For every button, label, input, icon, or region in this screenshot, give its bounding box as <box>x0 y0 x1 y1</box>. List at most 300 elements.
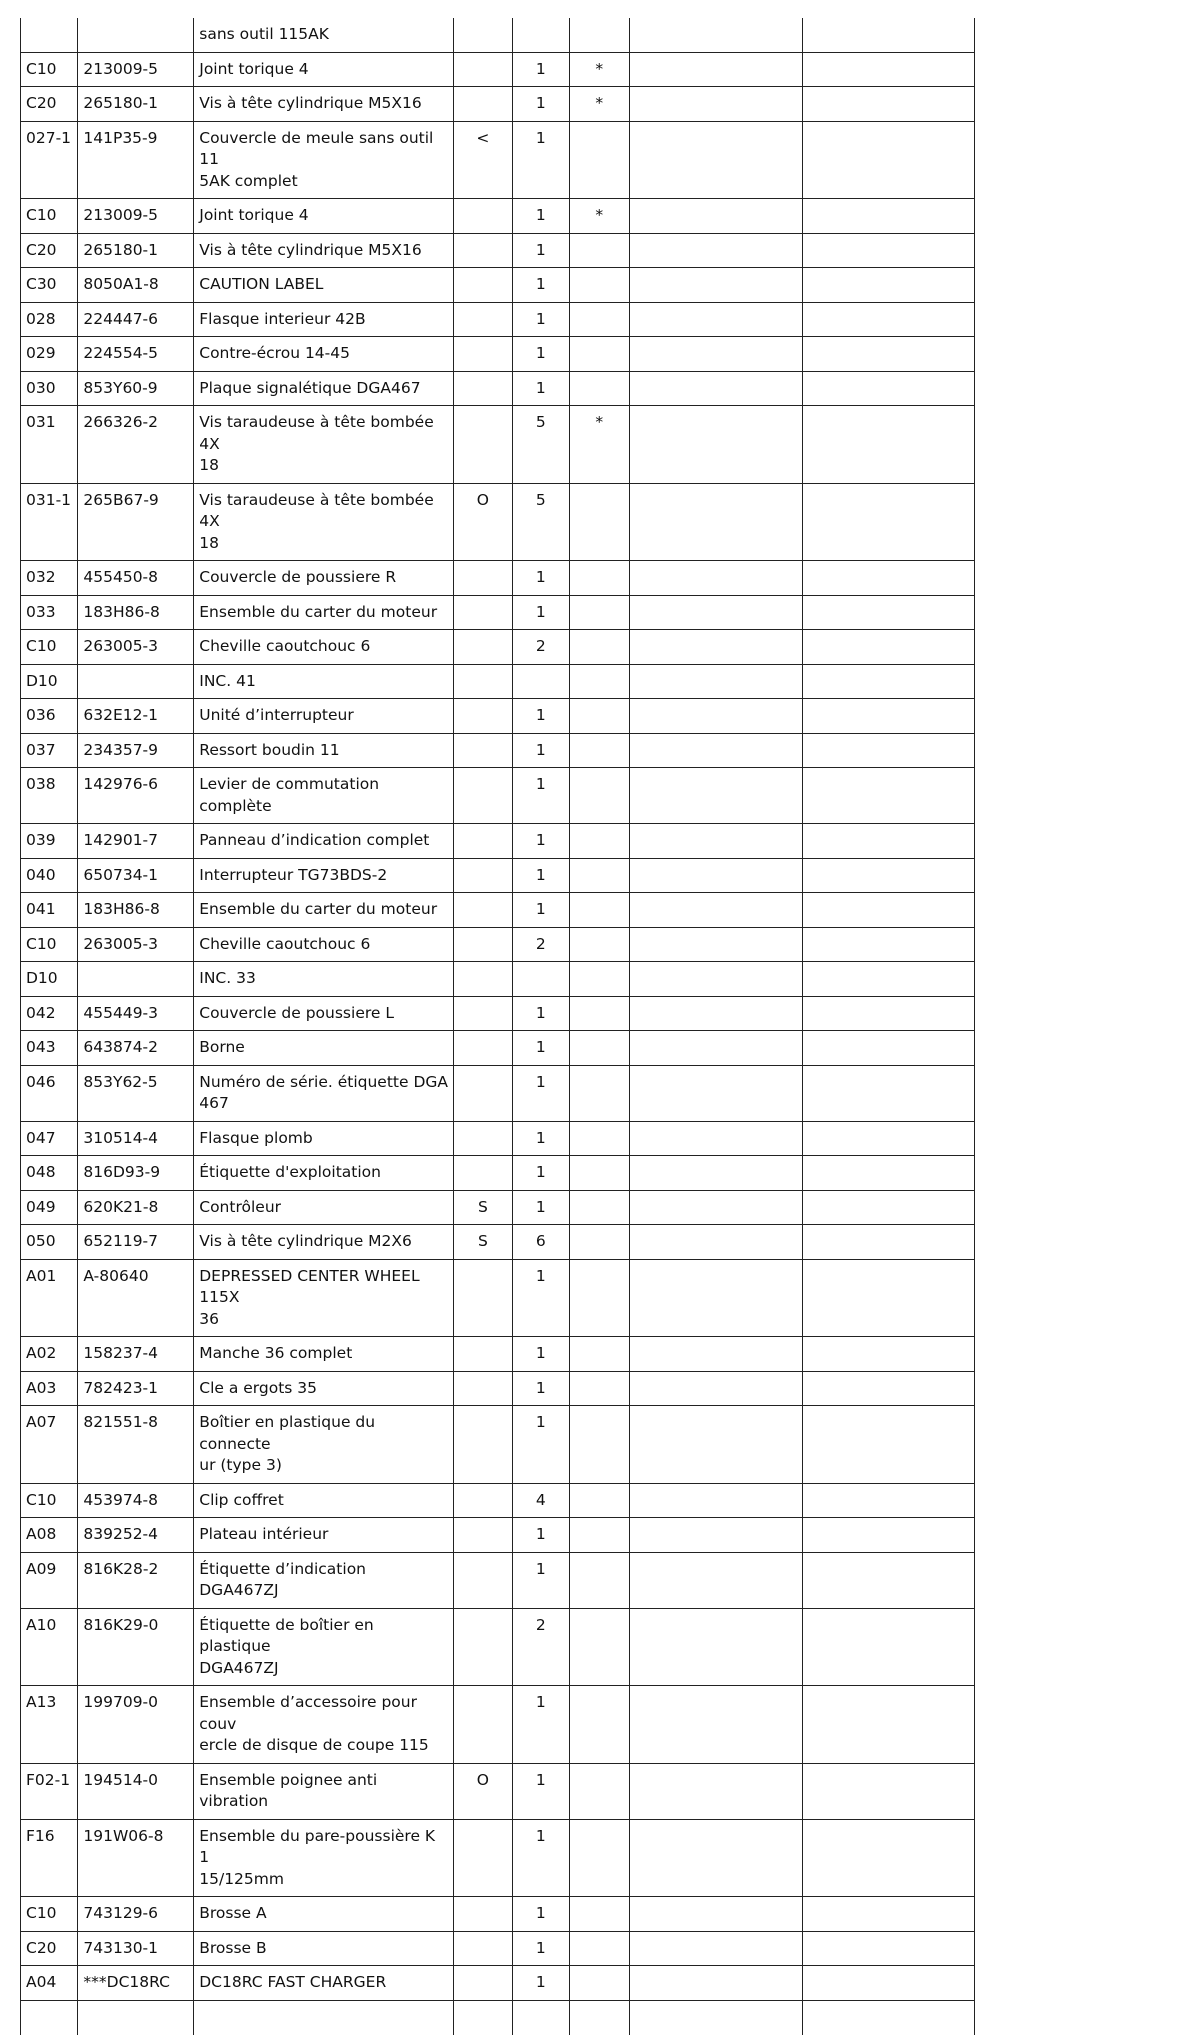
blank-cell <box>629 1931 802 1966</box>
description-cell: Brosse B <box>194 1931 454 1966</box>
quantity-cell: 1 <box>512 1156 569 1191</box>
blank-cell <box>629 1608 802 1686</box>
table-row <box>21 630 975 665</box>
mark-cell: O <box>454 483 512 561</box>
blank-cell <box>802 337 974 372</box>
part-number-cell: 839252-4 <box>78 1518 194 1553</box>
blank-cell <box>802 561 974 596</box>
blank-cell <box>802 1121 974 1156</box>
part-number-cell: 310514-4 <box>78 1121 194 1156</box>
part-number-cell: 816K28-2 <box>78 1552 194 1608</box>
blank-cell <box>802 996 974 1031</box>
note-cell: * <box>569 52 629 87</box>
blank-cell <box>802 1190 974 1225</box>
quantity-cell: 1 <box>512 337 569 372</box>
description-cell: Contrôleur <box>194 1190 454 1225</box>
blank-cell <box>629 2000 802 2035</box>
blank-cell <box>629 561 802 596</box>
ref-number-cell: 031 <box>21 406 78 484</box>
blank-cell <box>629 483 802 561</box>
ref-number-cell: F16 <box>21 1819 78 1897</box>
quantity-cell: 1 <box>512 561 569 596</box>
mark-cell <box>454 1156 512 1191</box>
part-number-cell: 213009-5 <box>78 199 194 234</box>
blank-cell <box>629 1031 802 1066</box>
description-cell: Ensemble du carter du moteur <box>194 893 454 928</box>
table-row <box>21 1031 975 1066</box>
description-cell: Unité d’interrupteur <box>194 699 454 734</box>
table-row <box>21 1371 975 1406</box>
quantity-cell: 1 <box>512 699 569 734</box>
blank-cell <box>802 1897 974 1932</box>
description-cell: Levier de commutation complète <box>194 768 454 824</box>
quantity-cell <box>512 664 569 699</box>
blank-cell <box>512 2000 569 2035</box>
part-number-cell <box>78 664 194 699</box>
note-cell <box>569 1608 629 1686</box>
blank-cell <box>629 1190 802 1225</box>
blank-cell <box>802 1483 974 1518</box>
part-number-cell: 199709-0 <box>78 1686 194 1764</box>
description-cell: Vis taraudeuse à tête bombée 4X 18 <box>194 483 454 561</box>
blank-cell <box>802 406 974 484</box>
part-number-cell: 142976-6 <box>78 768 194 824</box>
table-row <box>21 893 975 928</box>
quantity-cell: 1 <box>512 1931 569 1966</box>
ref-number-cell: A10 <box>21 1608 78 1686</box>
note-cell <box>569 1156 629 1191</box>
ref-number-cell: 033 <box>21 595 78 630</box>
ref-number-cell: 043 <box>21 1031 78 1066</box>
mark-cell <box>454 962 512 997</box>
note-cell <box>569 1371 629 1406</box>
note-cell <box>569 1897 629 1932</box>
part-number-cell <box>78 962 194 997</box>
blank-cell <box>802 1966 974 2001</box>
ref-number-cell: C10 <box>21 630 78 665</box>
quantity-cell: 1 <box>512 1819 569 1897</box>
note-cell <box>569 595 629 630</box>
blank-cell <box>454 2000 512 2035</box>
ref-number-cell: 048 <box>21 1156 78 1191</box>
part-number-cell: 453974-8 <box>78 1483 194 1518</box>
note-cell: * <box>569 199 629 234</box>
description-cell: Plateau intérieur <box>194 1518 454 1553</box>
note-cell <box>569 1763 629 1819</box>
note-cell <box>569 1686 629 1764</box>
quantity-cell: 1 <box>512 893 569 928</box>
table-row <box>21 1065 975 1121</box>
mark-cell <box>454 302 512 337</box>
quantity-cell: 1 <box>512 1897 569 1932</box>
table-row <box>21 371 975 406</box>
part-number-cell: 620K21-8 <box>78 1190 194 1225</box>
blank-cell <box>802 1763 974 1819</box>
mark-cell: S <box>454 1190 512 1225</box>
ref-number-cell: C10 <box>21 1483 78 1518</box>
part-number-cell: 266326-2 <box>78 406 194 484</box>
blank-cell <box>802 483 974 561</box>
table-row <box>21 1966 975 2001</box>
description-cell: CAUTION LABEL <box>194 268 454 303</box>
quantity-cell: 1 <box>512 302 569 337</box>
ref-number-cell: D10 <box>21 664 78 699</box>
table-row <box>21 121 975 199</box>
ref-number-cell: 050 <box>21 1225 78 1260</box>
blank-cell <box>802 1406 974 1484</box>
part-number-cell: 743129-6 <box>78 1897 194 1932</box>
part-number-cell: 183H86-8 <box>78 595 194 630</box>
description-cell: Couvercle de meule sans outil 11 5AK complet <box>194 121 454 199</box>
part-number-cell: 263005-3 <box>78 630 194 665</box>
note-cell <box>569 1225 629 1260</box>
ref-number-cell: 042 <box>21 996 78 1031</box>
part-number-cell: A-80640 <box>78 1259 194 1337</box>
part-number-cell: 853Y60-9 <box>78 371 194 406</box>
ref-number-cell: 031-1 <box>21 483 78 561</box>
part-number-cell: 643874-2 <box>78 1031 194 1066</box>
quantity-cell: 1 <box>512 1686 569 1764</box>
note-cell <box>569 962 629 997</box>
table-row <box>21 52 975 87</box>
table-row <box>21 1259 975 1337</box>
quantity-cell: 1 <box>512 733 569 768</box>
note-cell <box>569 1518 629 1553</box>
blank-cell <box>629 1259 802 1337</box>
blank-cell <box>629 337 802 372</box>
quantity-cell: 1 <box>512 595 569 630</box>
blank-cell <box>802 1686 974 1764</box>
blank-cell <box>629 199 802 234</box>
blank-cell <box>194 2000 454 2035</box>
quantity-cell: 2 <box>512 630 569 665</box>
description-cell: INC. 33 <box>194 962 454 997</box>
table-row <box>21 406 975 484</box>
part-number-cell: 234357-9 <box>78 733 194 768</box>
blank-cell <box>802 1518 974 1553</box>
table-row <box>21 996 975 1031</box>
mark-cell <box>454 1608 512 1686</box>
note-cell <box>569 1190 629 1225</box>
description-cell: Cheville caoutchouc 6 <box>194 927 454 962</box>
blank-cell <box>629 1371 802 1406</box>
note-cell <box>569 1483 629 1518</box>
quantity-cell: 4 <box>512 1483 569 1518</box>
blank-cell <box>629 1337 802 1372</box>
blank-cell <box>802 1225 974 1260</box>
table-row <box>21 1931 975 1966</box>
note-cell <box>569 1065 629 1121</box>
ref-number-cell: C20 <box>21 1931 78 1966</box>
blank-cell <box>629 1897 802 1932</box>
ref-number-cell: 037 <box>21 733 78 768</box>
table-row <box>21 1763 975 1819</box>
note-cell <box>569 664 629 699</box>
note-cell <box>569 1931 629 1966</box>
description-cell: Interrupteur TG73BDS-2 <box>194 858 454 893</box>
blank-cell <box>802 927 974 962</box>
part-number-cell: 213009-5 <box>78 52 194 87</box>
ref-number-cell: 032 <box>21 561 78 596</box>
ref-number-cell: 049 <box>21 1190 78 1225</box>
description-cell: Couvercle de poussiere L <box>194 996 454 1031</box>
quantity-cell: 1 <box>512 233 569 268</box>
blank-cell <box>629 1156 802 1191</box>
blank-cell <box>802 893 974 928</box>
blank-cell <box>629 1518 802 1553</box>
description-cell: Ensemble du pare-poussière K 1 15/125mm <box>194 1819 454 1897</box>
ref-number-cell: A03 <box>21 1371 78 1406</box>
note-cell <box>569 1552 629 1608</box>
blank-cell <box>629 768 802 824</box>
quantity-cell <box>512 18 569 52</box>
blank-cell <box>629 87 802 122</box>
mark-cell <box>454 1897 512 1932</box>
mark-cell <box>454 1931 512 1966</box>
ref-number-cell: 036 <box>21 699 78 734</box>
table-row <box>21 1190 975 1225</box>
table-row <box>21 1552 975 1608</box>
part-number-cell <box>78 18 194 52</box>
quantity-cell: 1 <box>512 1552 569 1608</box>
blank-cell <box>78 2000 194 2035</box>
ref-number-cell: 030 <box>21 371 78 406</box>
ref-number-cell: 038 <box>21 768 78 824</box>
blank-cell <box>629 1819 802 1897</box>
mark-cell <box>454 733 512 768</box>
blank-cell <box>802 18 974 52</box>
ref-number-cell: A02 <box>21 1337 78 1372</box>
ref-number-cell: D10 <box>21 962 78 997</box>
blank-cell <box>629 927 802 962</box>
mark-cell: S <box>454 1225 512 1260</box>
part-number-cell: 263005-3 <box>78 927 194 962</box>
note-cell: * <box>569 87 629 122</box>
table-row <box>21 1483 975 1518</box>
parts-list-table <box>20 18 975 2035</box>
blank-cell <box>802 858 974 893</box>
table-row <box>21 87 975 122</box>
table-row <box>21 664 975 699</box>
ref-number-cell: C30 <box>21 268 78 303</box>
note-cell <box>569 858 629 893</box>
table-row <box>21 733 975 768</box>
part-number-cell: 224554-5 <box>78 337 194 372</box>
blank-cell <box>802 268 974 303</box>
blank-cell <box>802 233 974 268</box>
note-cell <box>569 1121 629 1156</box>
quantity-cell: 6 <box>512 1225 569 1260</box>
blank-cell <box>629 52 802 87</box>
mark-cell <box>454 630 512 665</box>
description-cell: Étiquette d'exploitation <box>194 1156 454 1191</box>
note-cell <box>569 302 629 337</box>
part-number-cell: 816D93-9 <box>78 1156 194 1191</box>
blank-cell <box>802 733 974 768</box>
ref-number-cell: 041 <box>21 893 78 928</box>
mark-cell <box>454 1552 512 1608</box>
description-cell: Ensemble poignee anti vibration <box>194 1763 454 1819</box>
table-row <box>21 699 975 734</box>
mark-cell <box>454 1686 512 1764</box>
table-row <box>21 1608 975 1686</box>
table-row <box>21 483 975 561</box>
mark-cell <box>454 595 512 630</box>
description-cell: Vis à tête cylindrique M5X16 <box>194 87 454 122</box>
ref-number-cell: 046 <box>21 1065 78 1121</box>
description-cell: INC. 41 <box>194 664 454 699</box>
quantity-cell: 1 <box>512 1966 569 2001</box>
blank-cell <box>802 824 974 859</box>
description-cell: Étiquette de boîtier en plastique DGA467ZJ <box>194 1608 454 1686</box>
mark-cell <box>454 561 512 596</box>
quantity-cell: 1 <box>512 858 569 893</box>
mark-cell <box>454 1483 512 1518</box>
part-number-cell: 816K29-0 <box>78 1608 194 1686</box>
note-cell <box>569 233 629 268</box>
blank-cell <box>802 52 974 87</box>
blank-cell <box>802 1931 974 1966</box>
description-cell: Cheville caoutchouc 6 <box>194 630 454 665</box>
ref-number-cell: C20 <box>21 87 78 122</box>
mark-cell <box>454 927 512 962</box>
blank-cell <box>629 302 802 337</box>
description-cell: Contre-écrou 14-45 <box>194 337 454 372</box>
blank-cell <box>629 121 802 199</box>
description-cell: Plaque signalétique DGA467 <box>194 371 454 406</box>
ref-number-cell: C10 <box>21 52 78 87</box>
table-row <box>21 1518 975 1553</box>
table-row <box>21 18 975 52</box>
table-row <box>21 268 975 303</box>
description-cell: sans outil 115AK <box>194 18 454 52</box>
table-row <box>21 199 975 234</box>
blank-cell <box>802 1337 974 1372</box>
mark-cell <box>454 87 512 122</box>
blank-cell <box>802 199 974 234</box>
mark-cell: O <box>454 1763 512 1819</box>
blank-cell <box>802 1552 974 1608</box>
part-number-cell: 632E12-1 <box>78 699 194 734</box>
note-cell <box>569 1819 629 1897</box>
blank-cell <box>629 1225 802 1260</box>
mark-cell <box>454 1406 512 1484</box>
description-cell: Borne <box>194 1031 454 1066</box>
table-row <box>21 1686 975 1764</box>
quantity-cell: 5 <box>512 483 569 561</box>
note-cell <box>569 371 629 406</box>
quantity-cell: 1 <box>512 1190 569 1225</box>
note-cell <box>569 824 629 859</box>
ref-number-cell: A07 <box>21 1406 78 1484</box>
quantity-cell: 1 <box>512 371 569 406</box>
blank-cell <box>802 699 974 734</box>
mark-cell <box>454 233 512 268</box>
mark-cell <box>454 1819 512 1897</box>
mark-cell <box>454 699 512 734</box>
description-cell: Étiquette d’indication DGA467ZJ <box>194 1552 454 1608</box>
mark-cell <box>454 824 512 859</box>
note-cell <box>569 483 629 561</box>
ref-number-cell: C10 <box>21 199 78 234</box>
note-cell: * <box>569 406 629 484</box>
quantity-cell: 5 <box>512 406 569 484</box>
mark-cell <box>454 337 512 372</box>
blank-cell <box>802 768 974 824</box>
quantity-cell: 2 <box>512 1608 569 1686</box>
description-cell: Numéro de série. étiquette DGA 467 <box>194 1065 454 1121</box>
description-cell: Vis taraudeuse à tête bombée 4X 18 <box>194 406 454 484</box>
blank-cell <box>802 1259 974 1337</box>
blank-cell <box>629 406 802 484</box>
mark-cell: < <box>454 121 512 199</box>
table-row <box>21 233 975 268</box>
blank-cell <box>629 1065 802 1121</box>
table-row <box>21 1337 975 1372</box>
part-number-cell: 158237-4 <box>78 1337 194 1372</box>
part-number-cell: 8050A1-8 <box>78 268 194 303</box>
table-row <box>21 561 975 596</box>
blank-cell <box>802 1031 974 1066</box>
blank-cell <box>802 121 974 199</box>
note-cell <box>569 18 629 52</box>
description-cell: Manche 36 complet <box>194 1337 454 1372</box>
quantity-cell: 1 <box>512 199 569 234</box>
blank-cell <box>629 733 802 768</box>
quantity-cell: 1 <box>512 268 569 303</box>
part-number-cell: 141P35-9 <box>78 121 194 199</box>
table-row <box>21 1225 975 1260</box>
table-row <box>21 858 975 893</box>
note-cell <box>569 768 629 824</box>
blank-cell <box>629 1121 802 1156</box>
note-cell <box>569 927 629 962</box>
blank-cell <box>802 1608 974 1686</box>
note-cell <box>569 337 629 372</box>
blank-cell <box>802 371 974 406</box>
table-row-partial <box>21 2000 975 2035</box>
blank-cell <box>802 2000 974 2035</box>
blank-cell <box>802 87 974 122</box>
part-number-cell: 782423-1 <box>78 1371 194 1406</box>
quantity-cell: 1 <box>512 87 569 122</box>
quantity-cell: 1 <box>512 768 569 824</box>
blank-cell <box>802 962 974 997</box>
note-cell <box>569 561 629 596</box>
quantity-cell: 1 <box>512 1518 569 1553</box>
blank-cell <box>629 1763 802 1819</box>
description-cell: Brosse A <box>194 1897 454 1932</box>
quantity-cell: 1 <box>512 996 569 1031</box>
part-number-cell: 853Y62-5 <box>78 1065 194 1121</box>
mark-cell <box>454 1966 512 2001</box>
table-row <box>21 927 975 962</box>
blank-cell <box>629 858 802 893</box>
table-row <box>21 962 975 997</box>
note-cell <box>569 1337 629 1372</box>
blank-cell <box>802 1065 974 1121</box>
mark-cell <box>454 858 512 893</box>
note-cell <box>569 1031 629 1066</box>
part-number-cell: 265180-1 <box>78 87 194 122</box>
description-cell: Flasque interieur 42B <box>194 302 454 337</box>
mark-cell <box>454 1518 512 1553</box>
table-row <box>21 1406 975 1484</box>
mark-cell <box>454 893 512 928</box>
table-row <box>21 1156 975 1191</box>
mark-cell <box>454 1031 512 1066</box>
blank-cell <box>629 699 802 734</box>
